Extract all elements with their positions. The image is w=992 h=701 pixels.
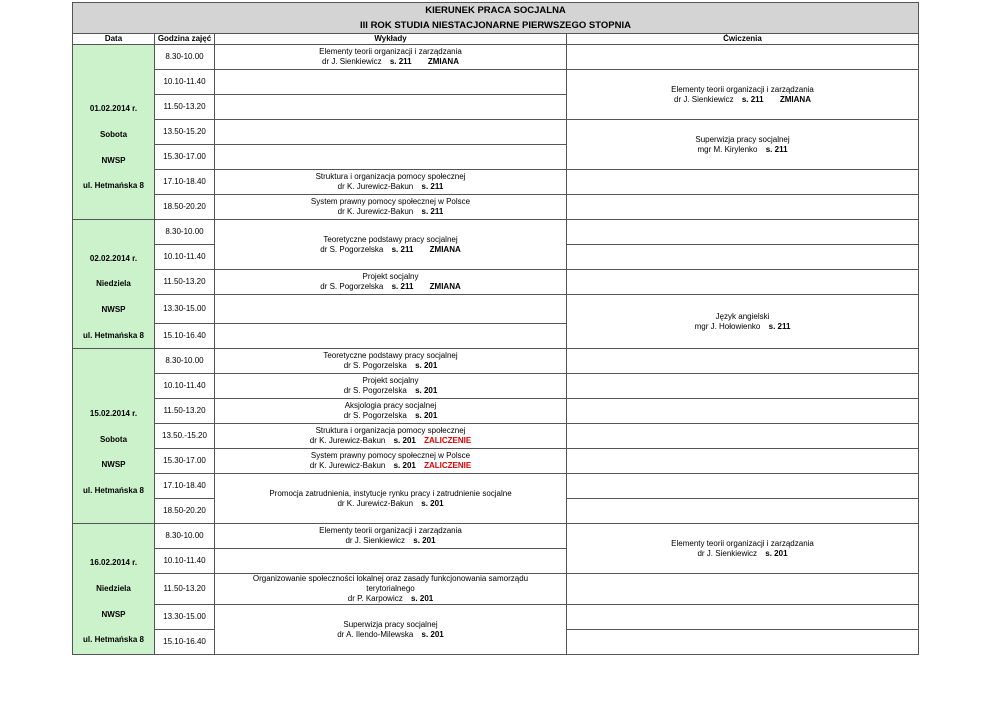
instructor: mgr M. Kirylenko xyxy=(697,144,758,154)
instructor: mgr J. Hołowienko xyxy=(694,321,761,331)
instructor: dr K. Jurewicz-Bakun xyxy=(337,498,414,508)
col-header-lectures: Wykłady xyxy=(215,34,567,45)
time-slot: 15.10-16.40 xyxy=(155,630,215,655)
day-address: ul. Hetmańska 8 xyxy=(83,330,144,340)
time-slot: 17.10-18.40 xyxy=(155,170,215,195)
day-line xyxy=(73,375,154,401)
day-line xyxy=(73,220,154,246)
day-school: NWSP xyxy=(101,609,126,619)
room: s. 211 xyxy=(421,207,444,216)
lecture-cell xyxy=(215,220,567,270)
course-title: Projekt socjalny xyxy=(362,376,419,386)
lecture-cell xyxy=(215,349,567,374)
day-school: NWSP xyxy=(101,460,126,470)
day-cell xyxy=(73,524,155,655)
time-slot: 18.50-20.20 xyxy=(155,195,215,220)
lecture-cell xyxy=(215,195,567,220)
exercise-cell-empty xyxy=(567,45,919,70)
col-header-time: Godzina zajęć xyxy=(155,34,215,45)
exam-flag: ZALICZENIE xyxy=(424,461,472,471)
exercise-cell xyxy=(567,70,919,120)
room: s. 201 xyxy=(421,629,444,639)
room: s. 201 xyxy=(415,411,438,421)
lecture-cell-empty xyxy=(215,70,567,95)
change-flag: ZMIANA xyxy=(429,244,461,254)
course-title: System prawny pomocy społecznej w Polsce xyxy=(310,197,471,206)
course-title: Elementy teorii organizacji i zarządzania xyxy=(319,47,462,56)
lecture-cell xyxy=(215,270,567,295)
exercise-cell xyxy=(567,120,919,170)
exercise-cell xyxy=(567,524,919,574)
exercise-cell-empty xyxy=(567,220,919,245)
day-date: 15.02.2014 r. xyxy=(89,408,138,418)
room: s. 211 xyxy=(389,57,412,66)
instructor: dr S. Pogorzelska xyxy=(343,386,407,396)
time-slot: 8.30-10.00 xyxy=(155,349,215,374)
room: s. 201 xyxy=(393,461,416,471)
lecture-cell xyxy=(215,474,567,524)
course-title: Promocja zatrudnienia, instytucje rynku pracy i zatrudnienie socjalne xyxy=(269,488,512,498)
room: s. 201 xyxy=(410,594,434,604)
day-weekday: Niedziela xyxy=(96,279,131,289)
change-flag: ZMIANA xyxy=(779,94,811,104)
instructor: dr S. Pogorzelska xyxy=(343,361,407,371)
time-slot: 17.10-18.40 xyxy=(155,474,215,499)
day-line xyxy=(73,349,154,375)
room: s. 211 xyxy=(765,144,788,154)
time-slot: 11.50-13.20 xyxy=(155,574,215,605)
instructor: dr S. Pogorzelska xyxy=(320,282,384,291)
room: s. 211 xyxy=(391,282,414,291)
exercise-cell-empty xyxy=(567,374,919,399)
lecture-cell xyxy=(215,399,567,424)
day-address: ul. Hetmańska 8 xyxy=(83,635,144,645)
room: s. 201 xyxy=(421,498,444,508)
exercise-cell-empty xyxy=(567,574,919,605)
lecture-cell-empty xyxy=(215,295,567,324)
header-title-2: III ROK STUDIA NIESTACJONARNE PIERWSZEGO STOPNIA xyxy=(73,18,919,34)
room: s. 211 xyxy=(741,94,764,104)
instructor: dr P. Karpowicz xyxy=(347,594,403,604)
day-line xyxy=(73,45,154,71)
exercise-cell-empty xyxy=(567,474,919,499)
time-slot: 15.30-17.00 xyxy=(155,449,215,474)
day-cell xyxy=(73,45,155,220)
day-line xyxy=(73,524,154,550)
exercise-cell xyxy=(567,295,919,349)
lecture-cell xyxy=(215,524,567,549)
course-title-cont: terytorialnego xyxy=(366,584,415,594)
exercise-cell-empty xyxy=(567,424,919,449)
time-slot: 10.10-11.40 xyxy=(155,374,215,399)
course-title: Aksjologia pracy socjalnej xyxy=(344,401,437,411)
time-slot: 13.50-15.20 xyxy=(155,120,215,145)
day-cell xyxy=(73,349,155,524)
day-line xyxy=(73,71,154,97)
course-title: Teoretyczne podstawy pracy socjalnej xyxy=(323,234,458,244)
course-title: Superwizja pracy socjalnej xyxy=(343,619,438,629)
instructor: dr S. Pogorzelska xyxy=(343,411,407,421)
time-slot: 15.30-17.00 xyxy=(155,145,215,170)
exercise-cell-empty xyxy=(567,270,919,295)
instructor: dr K. Jurewicz-Bakun xyxy=(337,182,414,191)
lecture-cell-empty xyxy=(215,145,567,170)
exercise-cell-empty xyxy=(567,245,919,270)
room: s. 201 xyxy=(413,536,436,546)
time-slot: 8.30-10.00 xyxy=(155,45,215,70)
day-weekday: Niedziela xyxy=(96,583,131,593)
time-slot: 10.10-11.40 xyxy=(155,245,215,270)
time-slot: 11.50-13.20 xyxy=(155,95,215,120)
col-header-date: Data xyxy=(73,34,155,45)
time-slot: 8.30-10.00 xyxy=(155,220,215,245)
course-title: Elementy teorii organizacji i zarządzania xyxy=(319,526,462,536)
room: s. 201 xyxy=(415,361,438,371)
schedule-sheet xyxy=(72,2,918,655)
exercise-cell-empty xyxy=(567,499,919,524)
course-title: Superwizja pracy socjalnej xyxy=(695,134,790,144)
instructor: dr J. Sienkiewicz xyxy=(697,548,758,558)
exam-flag: ZALICZENIE xyxy=(424,436,472,446)
lecture-cell xyxy=(215,449,567,474)
lecture-cell-empty xyxy=(215,549,567,574)
course-title: System prawny pomocy społecznej w Polsce xyxy=(310,451,471,461)
instructor: dr K. Jurewicz-Bakun xyxy=(309,436,386,446)
lecture-cell-empty xyxy=(215,120,567,145)
lecture-cell-empty xyxy=(215,324,567,349)
col-header-exercises: Ćwiczenia xyxy=(567,34,919,45)
exercise-cell-empty xyxy=(567,449,919,474)
course-title: Język angielski xyxy=(715,311,770,321)
instructor: dr J. Sienkiewicz xyxy=(674,94,734,104)
exercise-cell-empty xyxy=(567,630,919,655)
exercise-cell-empty xyxy=(567,399,919,424)
room: s. 201 xyxy=(415,386,438,396)
day-weekday: Sobota xyxy=(99,434,128,444)
lecture-cell xyxy=(215,45,567,70)
course-title: Struktura i organizacja pomocy społecznej xyxy=(315,172,466,181)
instructor: dr K. Jurewicz-Bakun xyxy=(309,461,386,471)
time-slot: 10.10-11.40 xyxy=(155,549,215,574)
day-school: NWSP xyxy=(101,305,126,315)
change-flag: ZMIANA xyxy=(429,282,461,291)
instructor: dr S. Pogorzelska xyxy=(320,244,384,254)
lecture-cell xyxy=(215,605,567,655)
time-slot: 11.50-13.20 xyxy=(155,270,215,295)
time-slot: 11.50-13.20 xyxy=(155,399,215,424)
room: s. 201 xyxy=(765,548,788,558)
lecture-cell xyxy=(215,424,567,449)
room: s. 211 xyxy=(768,321,791,331)
lecture-cell xyxy=(215,374,567,399)
exercise-cell-empty xyxy=(567,349,919,374)
course-title: Organizowanie społeczności lokalnej oraz zasady funkcjonowania samorządu xyxy=(252,574,529,584)
course-title: Elementy teorii organizacji i zarządzania xyxy=(671,84,814,94)
day-date: 01.02.2014 r. xyxy=(89,104,138,114)
instructor: dr K. Jurewicz-Bakun xyxy=(337,207,414,216)
day-cell xyxy=(73,220,155,349)
time-slot: 18.50-20.20 xyxy=(155,499,215,524)
day-date: 02.02.2014 r. xyxy=(89,253,138,263)
day-date: 16.02.2014 r. xyxy=(89,558,138,568)
header-title-1: KIERUNEK PRACA SOCJALNA xyxy=(73,3,919,19)
instructor: dr J. Sienkiewicz xyxy=(322,57,382,66)
lecture-cell xyxy=(215,170,567,195)
schedule-table xyxy=(72,2,919,655)
room: s. 201 xyxy=(393,436,416,446)
time-slot: 15.10-16.40 xyxy=(155,324,215,349)
lecture-cell xyxy=(215,574,567,605)
time-slot: 13.30-15.00 xyxy=(155,295,215,324)
day-address: ul. Hetmańska 8 xyxy=(83,181,144,191)
instructor: dr J. Sienkiewicz xyxy=(345,536,406,546)
exercise-cell-empty xyxy=(567,170,919,195)
day-address: ul. Hetmańska 8 xyxy=(83,485,144,495)
course-title: Projekt socjalny xyxy=(362,272,419,281)
room: s. 211 xyxy=(421,182,444,191)
course-title: Elementy teorii organizacji i zarządzania xyxy=(671,538,814,548)
course-title: Struktura i organizacja pomocy społecznej xyxy=(315,426,466,436)
exercise-cell-empty xyxy=(567,195,919,220)
exercise-cell-empty xyxy=(567,605,919,630)
time-slot: 8.30-10.00 xyxy=(155,524,215,549)
change-flag: ZMIANA xyxy=(427,57,459,66)
course-title: Teoretyczne podstawy pracy socjalnej xyxy=(323,351,458,361)
time-slot: 13.30-15.00 xyxy=(155,605,215,630)
room: s. 211 xyxy=(391,244,414,254)
instructor: dr A. Ilendo-Milewska xyxy=(337,629,414,639)
day-weekday: Sobota xyxy=(99,130,128,140)
day-school: NWSP xyxy=(101,155,126,165)
time-slot: 10.10-11.40 xyxy=(155,70,215,95)
time-slot: 13.50.-15.20 xyxy=(155,424,215,449)
lecture-cell-empty xyxy=(215,95,567,120)
